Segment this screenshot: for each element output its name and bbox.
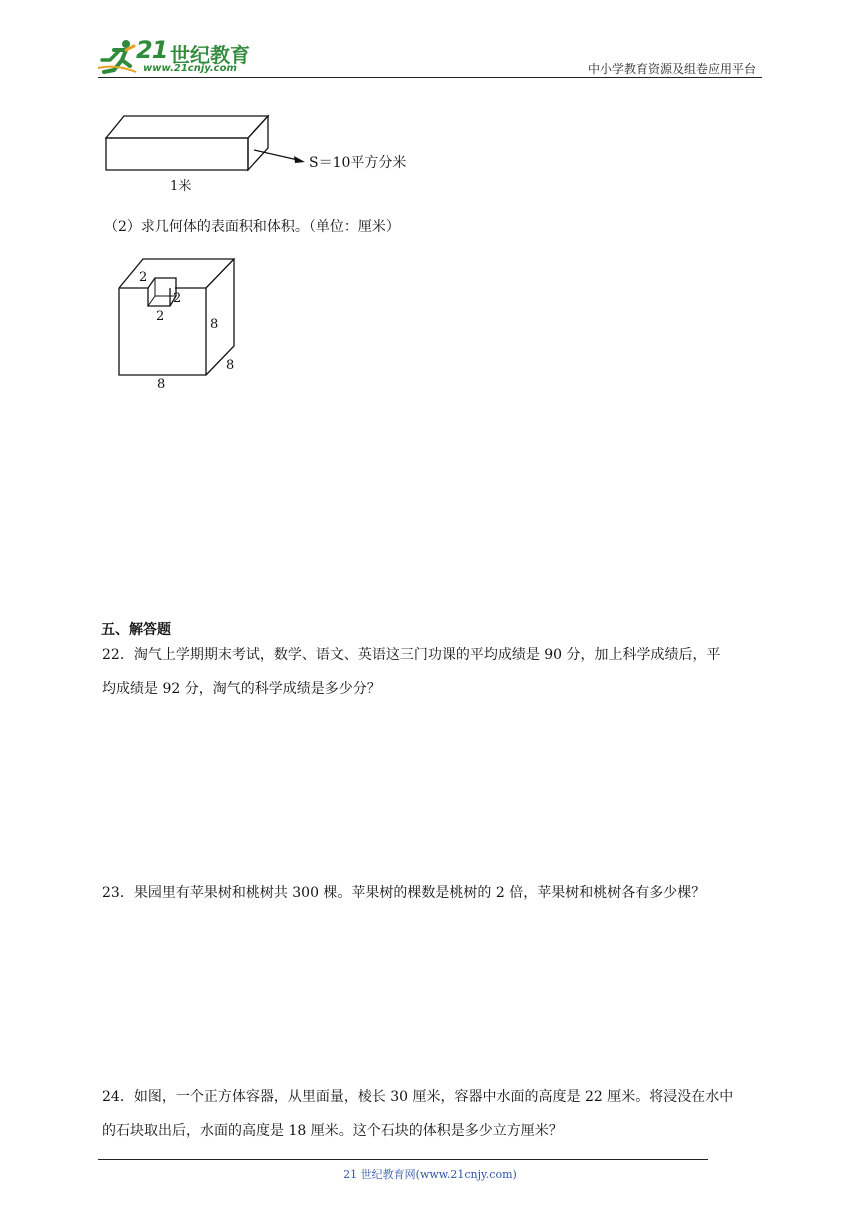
pointer-arrow [254, 150, 298, 160]
q22-line1: 22．淘气上学期期末考试，数学、语文、英语这三门功课的平均成绩是 90 分，加上科学成绩后，平 [102, 647, 721, 663]
runner-logo-icon [96, 38, 140, 76]
section-title: 五、解答题 [101, 622, 171, 638]
width-label: 8 [157, 377, 166, 392]
q24-line1: 24．如图，一个正方体容器，从里面量，棱长 30 厘米，容器中水面的高度是 22 厘米。将浸没在水中 [102, 1089, 734, 1105]
site-logo [96, 36, 266, 78]
logo-url: www.21cnjy.com [143, 63, 237, 74]
notch-top-label: 2 [139, 270, 148, 285]
notch-bottom-label: 2 [156, 309, 165, 324]
logo-number: 21 [136, 36, 168, 64]
footer-link[interactable]: 21 世纪教育网(www.21cnjy.com) [343, 1168, 517, 1181]
header-divider [98, 77, 762, 78]
height-label: 8 [210, 317, 219, 332]
length-label: 1米 [170, 179, 192, 194]
logo-text: 世纪教育 [170, 43, 250, 67]
q2-text: （2）求几何体的表面积和体积。（单位：厘米） [104, 219, 400, 235]
platform-name: 中小学教育资源及组卷应用平台 [587, 62, 756, 76]
arrow-head-icon [294, 156, 305, 163]
q23-line1: 23．果园里有苹果树和桃树共 300 棵。苹果树的棵数是桃树的 2 倍，苹果树和桃树各有多少棵？ [102, 885, 706, 901]
area-label: S＝10平方分米 [309, 155, 407, 171]
q22-line2: 均成绩是 92 分，淘气的科学成绩是多少分？ [102, 681, 381, 697]
notch-side-label: 2 [173, 291, 182, 306]
depth-label: 8 [226, 358, 235, 373]
footer-divider [98, 1159, 708, 1160]
q24-line2: 的石块取出后，水面的高度是 18 厘米。这个石块的体积是多少立方厘米？ [102, 1123, 563, 1139]
